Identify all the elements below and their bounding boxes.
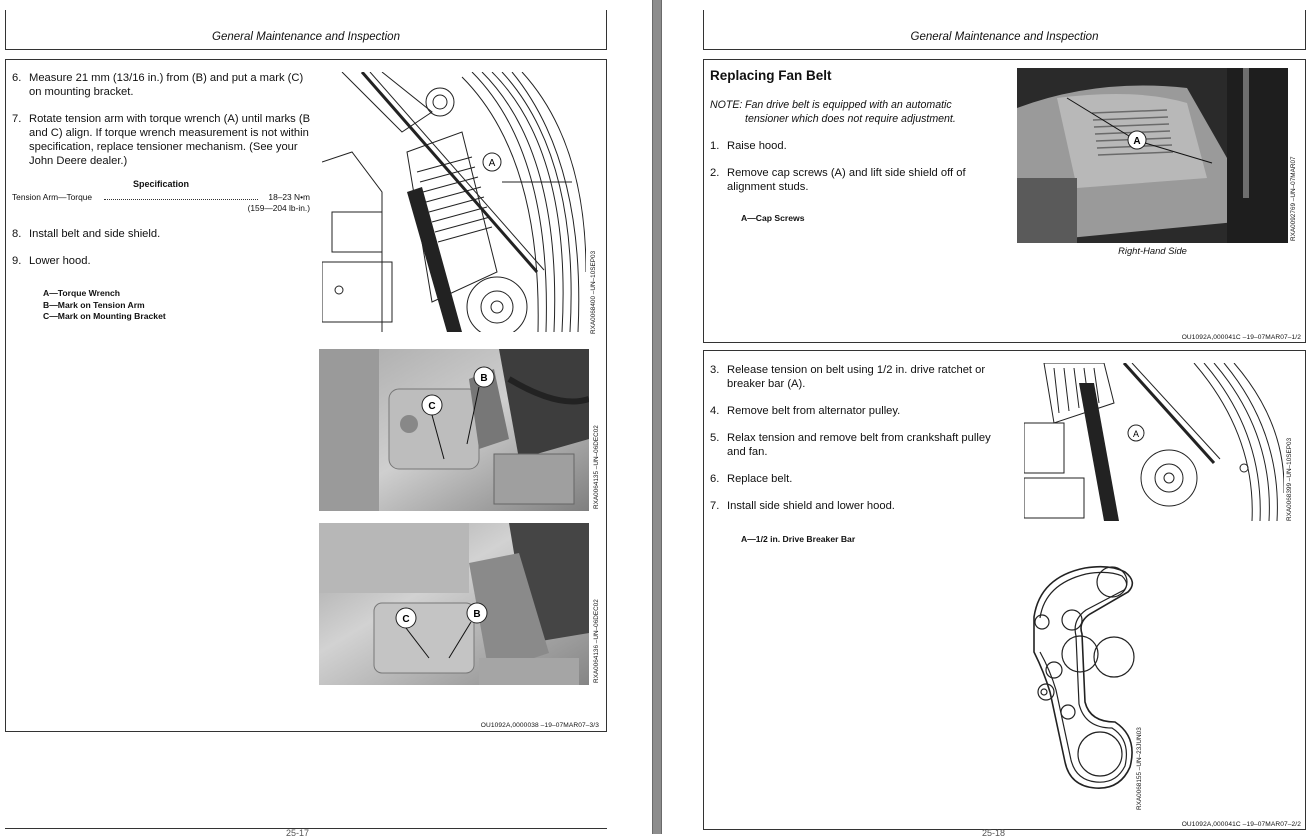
left-page-number: 25-17 bbox=[286, 828, 310, 838]
fig2-ref: RXA0064135 –UN–06DEC02 bbox=[593, 425, 600, 509]
step-8: 8. Install belt and side shield. bbox=[12, 228, 161, 240]
step-7r: 7. Install side shield and lower hood. bbox=[710, 500, 895, 512]
left-legend bbox=[43, 288, 166, 323]
section-title: Replacing Fan Belt bbox=[710, 68, 832, 83]
fig5-callout-a: A bbox=[1132, 429, 1140, 439]
fig2-callout-b: B bbox=[480, 373, 488, 384]
step-1: 1. Raise hood. bbox=[710, 140, 787, 152]
left-footer-ref: OU1092A,0000038 –19–07MAR07–3/3 bbox=[480, 722, 599, 729]
fig1-ref: RXA0068400 –UN–10SEP03 bbox=[590, 250, 597, 334]
diagram-ref: RXA0068155 –UN–23JUN03 bbox=[1136, 727, 1143, 810]
section1-legend bbox=[741, 213, 805, 225]
figure-marks-photo-1 bbox=[319, 349, 600, 511]
step-4: 4. Remove belt from alternator pulley. bbox=[710, 405, 901, 417]
fig3-callout-b: C bbox=[402, 614, 410, 625]
legend-item-breaker-bar: A—1/2 in. Drive Breaker Bar bbox=[741, 534, 856, 544]
page-gutter bbox=[652, 0, 662, 834]
tensioner-drawing bbox=[322, 72, 586, 332]
section1-footer-ref: OU1092A,000041C –19–07MAR07–1/2 bbox=[1181, 334, 1301, 341]
spec-value-imperial: (159—204 lb-in.) bbox=[247, 203, 310, 213]
fig4-ref: RXA0092769 –UN–07MAR07 bbox=[1290, 156, 1297, 241]
step-9: 9. Lower hood. bbox=[12, 255, 91, 267]
right-header bbox=[703, 10, 1306, 50]
marks-photo-2 bbox=[319, 523, 589, 685]
spec-label: Tension Arm—Torque bbox=[12, 192, 93, 202]
side-shield-photo bbox=[1017, 68, 1288, 243]
fig3-callout-c: B bbox=[473, 609, 481, 620]
note-text: Fan drive belt is equipped with an automatic tensioner which does not require adjustment. bbox=[745, 99, 956, 125]
fig4-callout-a: A bbox=[1133, 136, 1141, 147]
section2-footer-ref: OU1092A,000041C –19–07MAR07–2/2 bbox=[1181, 821, 1301, 828]
right-page bbox=[662, 0, 1312, 838]
right-header-title: General Maintenance and Inspection bbox=[910, 31, 1099, 43]
left-page bbox=[0, 0, 652, 838]
step-7: 7. Rotate tension arm with torque wrench (A) until marks (B and C) align. If torque wrench measurement is not within specification, replace tensioner mechanism. (See your John Deere dealer.) bbox=[12, 113, 311, 167]
photo-caption: Right-Hand Side bbox=[1118, 245, 1187, 256]
legend-item-b: B—Mark on Tension Arm bbox=[43, 299, 145, 310]
left-header-title: General Maintenance and Inspection bbox=[212, 31, 400, 43]
breaker-bar-drawing bbox=[1024, 363, 1284, 521]
fig3-ref: RXA0064136 –UN–06DEC02 bbox=[593, 599, 600, 683]
left-header bbox=[5, 10, 607, 50]
figure-belt-routing bbox=[1030, 562, 1143, 810]
marks-photo-1 bbox=[319, 349, 589, 511]
spec-value: 18–23 N•m bbox=[268, 192, 310, 202]
step-3: 3. Release tension on belt using 1/2 in. drive ratchet or breaker bar (A). bbox=[710, 364, 986, 390]
figure-marks-photo-2 bbox=[319, 523, 600, 685]
section2-legend bbox=[741, 534, 855, 546]
spec-leader bbox=[104, 199, 258, 200]
note bbox=[710, 98, 990, 126]
figure-tensioner-drawing bbox=[322, 72, 597, 334]
right-page-number: 25-18 bbox=[982, 828, 1006, 838]
figure-breaker-bar-drawing bbox=[1024, 363, 1293, 521]
step-6r: 6. Replace belt. bbox=[710, 473, 793, 485]
step-6: 6. Measure 21 mm (13/16 in.) from (B) and put a mark (C) on mounting bracket. bbox=[12, 72, 304, 98]
figure-side-shield-photo bbox=[1017, 68, 1297, 243]
fig2-callout-c: C bbox=[428, 401, 436, 412]
fig5-ref: RXA0068399 –UN–10SEP03 bbox=[1286, 437, 1293, 521]
note-label: NOTE: bbox=[710, 99, 743, 111]
spec-title: Specification bbox=[132, 179, 189, 189]
belt-routing-diagram bbox=[1030, 562, 1140, 792]
fig1-callout-a: A bbox=[488, 158, 496, 169]
legend-item-cap-screws: A—Cap Screws bbox=[741, 213, 805, 223]
step-2: 2. Remove cap screws (A) and lift side shield off of alignment studs. bbox=[710, 167, 966, 193]
legend-item-c: C—Mark on Mounting Bracket bbox=[43, 311, 166, 321]
legend-item-a: A—Torque Wrench bbox=[43, 288, 121, 298]
step-5: 5. Relax tension and remove belt from crankshaft pulley and fan. bbox=[710, 432, 991, 458]
